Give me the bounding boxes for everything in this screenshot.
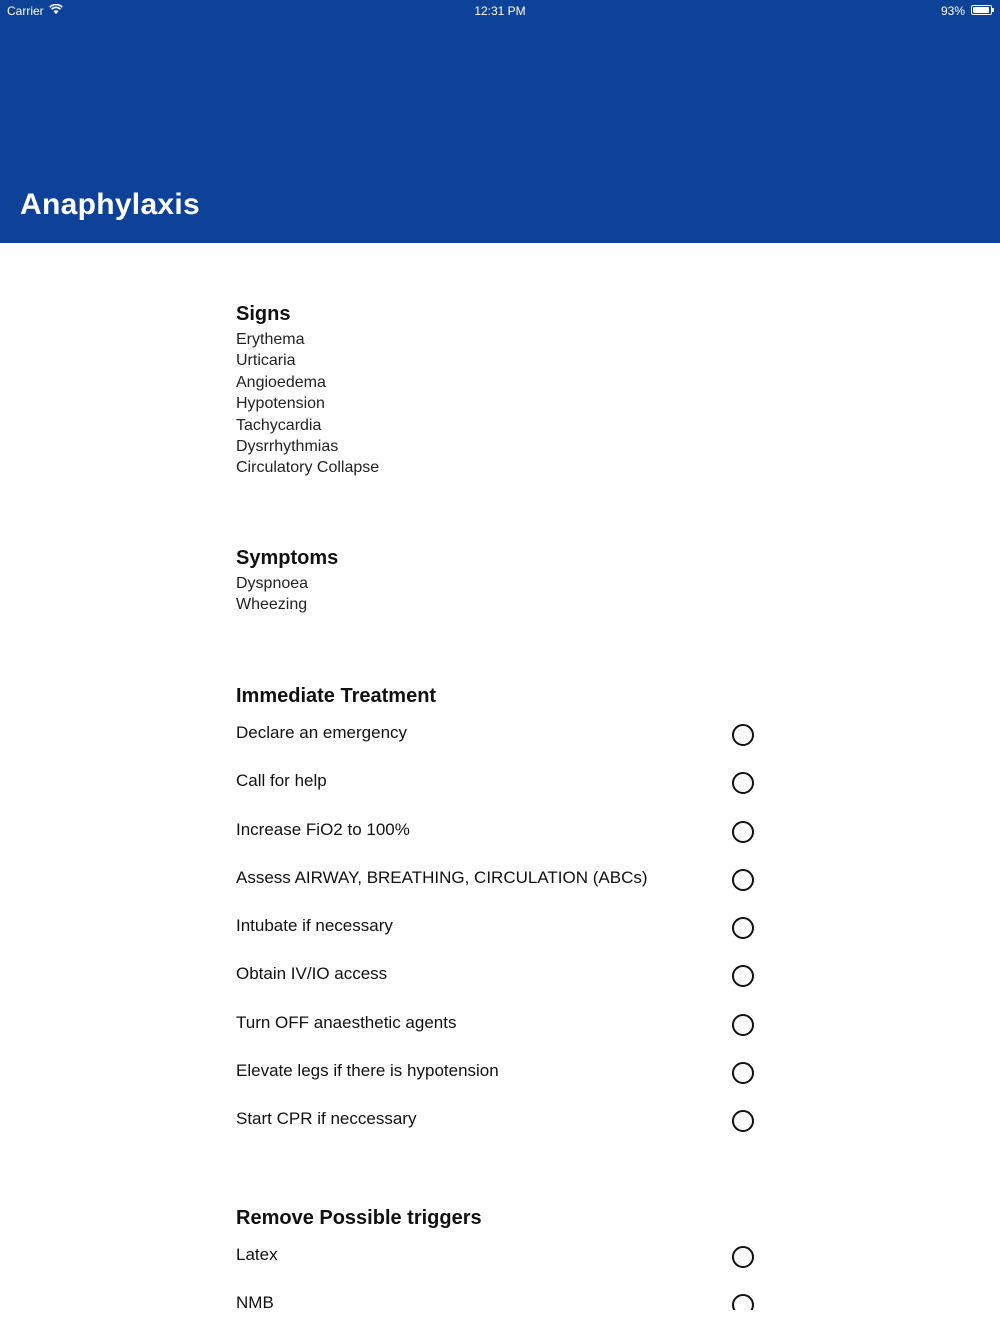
checklist-label: Intubate if necessary (236, 916, 393, 936)
section-heading: Immediate Treatment (236, 685, 437, 707)
checklist-label: Call for help (236, 771, 327, 791)
checkbox-circle-icon[interactable] (732, 1014, 754, 1036)
list-item: Circulatory Collapse (236, 459, 380, 477)
checkbox-circle-icon[interactable] (732, 1062, 754, 1084)
checkbox-circle-icon[interactable] (732, 1110, 754, 1132)
signs-section (236, 303, 756, 479)
checklist-row[interactable] (236, 1109, 756, 1157)
checklist-label: Obtain IV/IO access (236, 964, 388, 984)
checkbox-circle-icon[interactable] (732, 869, 754, 891)
list-item: Dyspnoea (236, 575, 309, 592)
status-bar (0, 0, 1000, 22)
checklist-label: Elevate legs if there is hypotension (236, 1061, 499, 1081)
checklist-row[interactable] (236, 1293, 756, 1310)
section-heading: Remove Possible triggers (236, 1207, 482, 1229)
checklist-row[interactable] (236, 1013, 756, 1061)
battery-percent: 93% (940, 4, 965, 18)
checklist-row[interactable] (236, 771, 756, 819)
checkbox-circle-icon[interactable] (732, 1246, 754, 1268)
list-item: Wheezing (236, 596, 308, 614)
checklist-label: Increase FiO2 to 100% (236, 819, 410, 839)
checkbox-circle-icon[interactable] (732, 917, 754, 939)
battery-icon (971, 5, 992, 15)
triggers-section (236, 1207, 756, 1310)
checklist-row[interactable] (236, 868, 756, 916)
checklist-row[interactable] (236, 820, 756, 868)
header-bar (0, 0, 1000, 243)
checklist-label: Turn OFF anaesthetic agents (236, 1012, 457, 1032)
checklist-label: Latex (236, 1245, 278, 1264)
clock: 12:31 PM (474, 4, 526, 18)
carrier-label: Carrier (7, 4, 44, 18)
checklist-row[interactable] (236, 1061, 756, 1109)
checklist-row[interactable] (236, 916, 756, 964)
checklist-row[interactable] (236, 723, 756, 771)
section-heading: Signs (236, 303, 291, 325)
list-item: Angioedema (236, 373, 326, 391)
checkbox-circle-icon[interactable] (732, 965, 754, 987)
checklist-label: Start CPR if neccessary (236, 1109, 417, 1129)
list-item: Dysrrhythmias (236, 438, 339, 456)
symptoms-section (236, 547, 756, 616)
list-item: Erythema (236, 331, 305, 348)
checklist-label: Declare an emergency (236, 723, 408, 742)
immediate-treatment-section (236, 685, 756, 1158)
checkbox-circle-icon[interactable] (732, 1294, 754, 1310)
list-item: Hypotension (236, 395, 325, 413)
checklist-label: Assess AIRWAY, BREATHING, CIRCULATION (ABCs) (236, 867, 648, 887)
checkbox-circle-icon[interactable] (732, 724, 754, 746)
checkbox-circle-icon[interactable] (732, 772, 754, 794)
checklist-row[interactable] (236, 964, 756, 1012)
list-item: Tachycardia (236, 416, 322, 434)
list-item: Urticaria (236, 352, 296, 370)
scroll-content[interactable] (0, 243, 1000, 1310)
checklist-row[interactable] (236, 1245, 756, 1293)
checkbox-circle-icon[interactable] (732, 821, 754, 843)
checklist-label: NMB (236, 1293, 274, 1310)
section-heading: Symptoms (236, 547, 339, 569)
page-title: Anaphylaxis (20, 188, 201, 221)
